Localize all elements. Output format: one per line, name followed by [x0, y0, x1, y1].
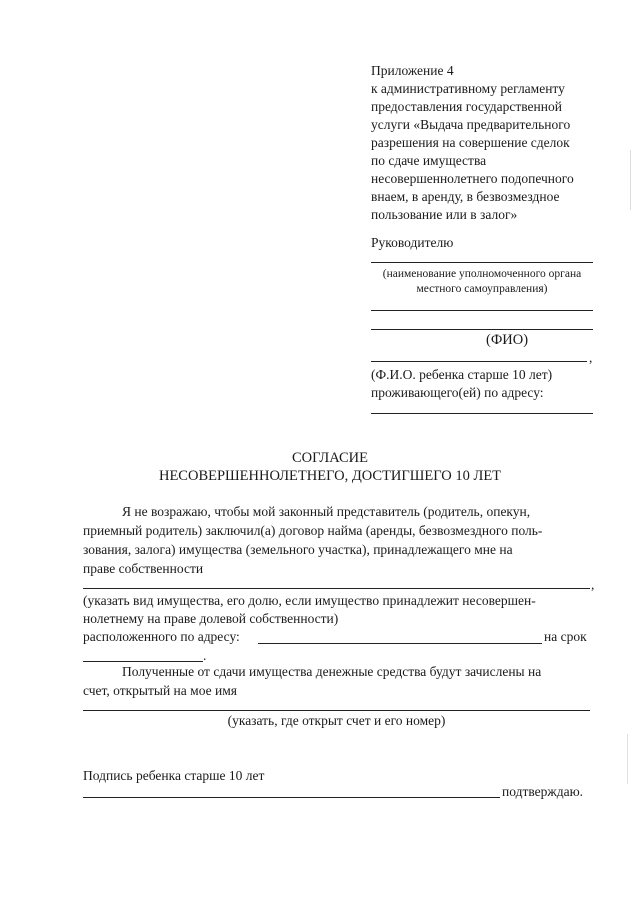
authority-hint: местного самоуправления) — [416, 283, 548, 295]
scan-mark — [630, 150, 631, 210]
body-text: зования, залога) имущества (земельного участка), принадлежащего мне на — [83, 542, 513, 557]
comma: , — [591, 577, 595, 592]
document-subtitle: НЕСОВЕРШЕННОЛЕТНЕГО, ДОСТИГШЕГО 10 ЛЕТ — [158, 468, 502, 484]
body-text: праве собственности — [83, 561, 204, 576]
fio-field-line[interactable] — [371, 329, 593, 330]
child-hint: (Ф.И.О. ребенка старше 10 лет) — [371, 367, 553, 382]
signature-field-line[interactable] — [83, 797, 500, 798]
term-field-line[interactable] — [83, 661, 203, 662]
addressee-label: Руководителю — [371, 235, 454, 250]
child-address-field-line[interactable] — [371, 413, 593, 414]
appendix-line: предоставления государственной — [371, 99, 562, 114]
appendix-line: разрешения на совершение сделок — [371, 135, 570, 150]
signature-label: Подпись ребенка старше 10 лет — [83, 768, 265, 783]
appendix-line: пользование или в залог» — [371, 207, 518, 222]
property-address-field-line[interactable] — [258, 643, 542, 644]
account-hint: (указать, где открыт счет и его номер) — [227, 713, 446, 728]
residing-label: проживающего(ей) по адресу: — [371, 385, 544, 400]
appendix-line: по сдаче имущества — [371, 153, 487, 168]
property-hint: нолетнему на праве долевой собственности) — [83, 611, 339, 626]
document-title: СОГЛАСИЕ — [291, 450, 369, 466]
account-field-line[interactable] — [83, 710, 590, 711]
authority-hint: (наименование уполномоченного органа — [382, 268, 582, 280]
period: . — [203, 648, 207, 663]
address-label: расположенного по адресу: — [83, 629, 240, 644]
body-text: Я не возражаю, чтобы мой законный представитель (родитель, опекун, — [122, 504, 531, 519]
appendix-line: несовершеннолетнего подопечного — [371, 171, 574, 186]
confirm-text: подтверждаю. — [502, 784, 584, 799]
appendix-line: Приложение 4 — [371, 63, 454, 78]
appendix-line: услуги «Выдача предварительного — [371, 117, 571, 132]
fio-hint: (ФИО) — [486, 332, 529, 348]
authority-field-line[interactable] — [371, 262, 593, 263]
authority-field-line[interactable] — [371, 310, 593, 311]
comma: , — [589, 350, 593, 365]
property-field-line[interactable] — [83, 588, 590, 589]
scan-mark — [627, 734, 628, 784]
appendix-line: к административному регламенту — [371, 81, 565, 96]
body-text: приемный родитель) заключил(а) договор найма (аренды, безвозмездного поль- — [83, 523, 543, 538]
child-name-field-line[interactable] — [371, 361, 587, 362]
body-text: Полученные от сдачи имущества денежные средства будут зачислены на — [122, 664, 542, 679]
body-text: счет, открытый на мое имя — [83, 683, 237, 698]
term-label: на срок — [544, 629, 587, 644]
property-hint: (указать вид имущества, его долю, если имущество принадлежит несовершен- — [83, 593, 536, 608]
appendix-line: внаем, в аренду, в безвозмездное — [371, 189, 560, 204]
